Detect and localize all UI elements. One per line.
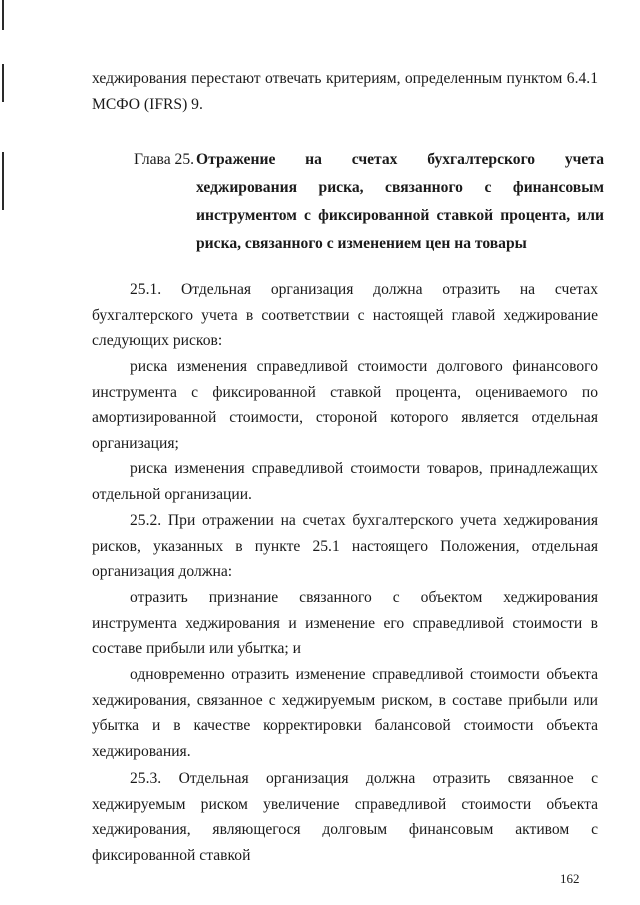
- scan-edge-mark: [2, 0, 4, 30]
- continuation-paragraph: хеджирования перестают отвечать критериям, определенным пунктом 6.4.1 МСФО (IFRS) 9.: [92, 70, 598, 113]
- paragraph-25-1: 25.1. Отдельная организация должна отразить на счетах бухгалтерского учета в соответствии с настоящей главой хеджирование следующих рисков:: [92, 281, 598, 349]
- list-item-recognize-instrument: отразить признание связанного с объектом хеджирования инструмента хеджирования и изменение его справедливой стоимости в составе прибыли или убытка; и: [92, 589, 598, 657]
- scan-edge-mark: [2, 152, 4, 210]
- scan-edge-mark: [2, 64, 4, 102]
- list-item-debt-risk: риска изменения справедливой стоимости долгового финансового инструмента с фиксированной ставкой процента, оцениваемого по амортизированной стоимости, стороной которого является отдельная организация;: [92, 358, 598, 452]
- paragraph-25-2: 25.2. При отражении на счетах бухгалтерского учета хеджирования рисков, указанных в пункте 25.1 настоящего Положения, отдельная организация должна:: [92, 512, 598, 580]
- page-number: 162: [560, 871, 580, 886]
- list-item-commodity-risk: риска изменения справедливой стоимости товаров, принадлежащих отдельной организации.: [92, 460, 598, 503]
- paragraph-25-3: 25.3. Отдельная организация должна отразить связанное с хеджируемым риском увеличение справедливой стоимости объекта хеджирования, являющегося долговым финансовым активом с фиксированной ставкой: [92, 770, 598, 864]
- chapter-prefix: Глава 25.: [134, 151, 195, 168]
- chapter-title: Отражение на счетах бухгалтерского учета хеджирования риска, связанного с финансовым инструментом с фиксированной ставкой процента, или риска, связанного с изменением цен на товары: [196, 151, 604, 252]
- list-item-adjust-carrying-amount: одновременно отразить изменение справедливой стоимости объекта хеджирования, связанное с хеджируемым риском, в составе прибыли или убытка и в качестве корректировки балансовой стоимости объекта хеджирования.: [92, 666, 598, 760]
